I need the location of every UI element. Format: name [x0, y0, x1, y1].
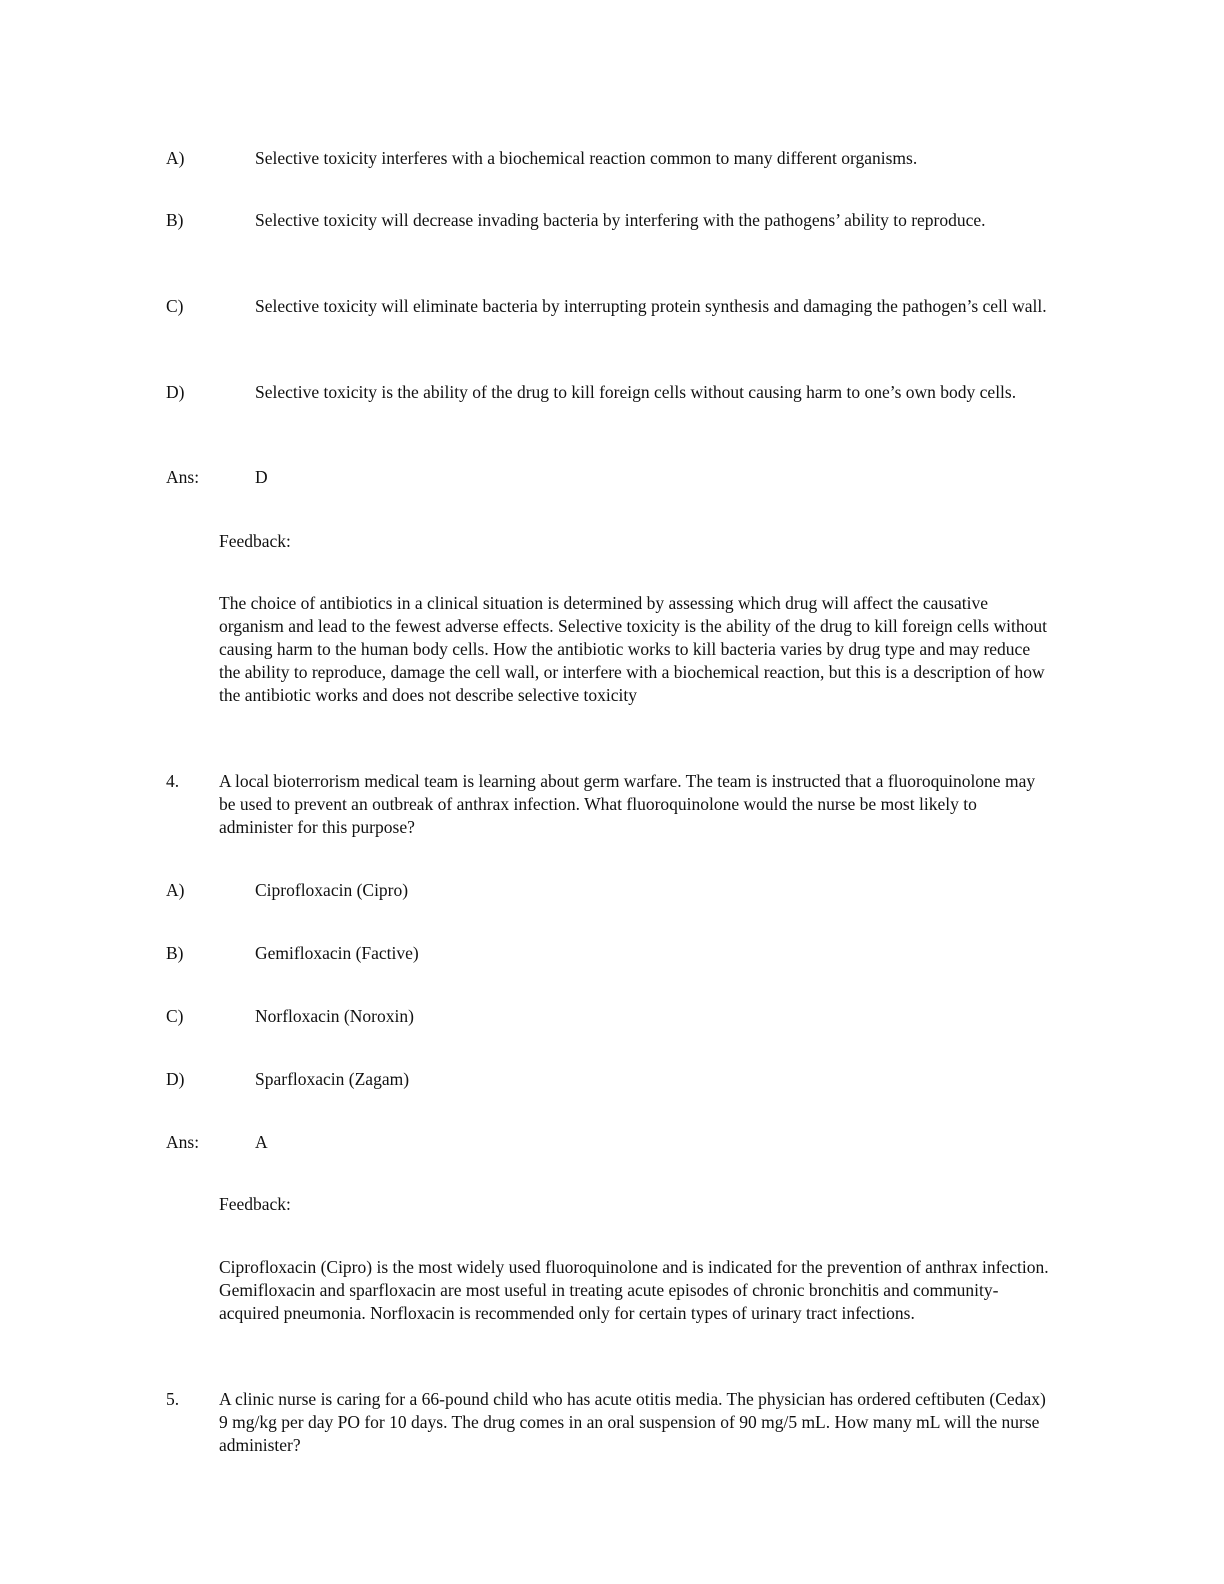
q4-option-d-text: Sparfloxacin (Zagam) [255, 1069, 410, 1089]
q4-option-b-label: B) [166, 943, 184, 963]
q4-question-text: A local bioterrorism medical team is learning about germ warfare. The team is instructed that a fluoroquinolone may be used to prevent an outbreak of anthrax infection. What fluoroquinolone would the nurse be most likely to administer for this purpose? [219, 771, 1036, 837]
q4-answer-label: Ans: [166, 1132, 200, 1152]
q4-answer-value: A [255, 1132, 268, 1152]
q3-option-a-text: Selective toxicity interferes with a biochemical reaction common to many different organisms. [255, 148, 918, 168]
q3-option-b-label: B) [166, 210, 184, 230]
q3-option-c-text: Selective toxicity will eliminate bacteria by interrupting protein synthesis and damaging the pathogen’s cell wall. [255, 296, 1047, 316]
q3-option-d-text: Selective toxicity is the ability of the drug to kill foreign cells without causing harm to one’s own body cells. [255, 382, 1017, 402]
q3-option-a-label: A) [166, 148, 185, 168]
q4-option-a-label: A) [166, 880, 185, 900]
q3-option-b-text: Selective toxicity will decrease invading bacteria by interfering with the pathogens’ ability to reproduce. [255, 210, 986, 230]
q3-feedback-label: Feedback: [219, 531, 291, 551]
q4-option-b-text: Gemifloxacin (Factive) [255, 943, 419, 963]
q4-feedback-text: Ciprofloxacin (Cipro) is the most widely used fluoroquinolone and is indicated for the prevention of anthrax infection. Gemifloxacin and sparfloxacin are most useful in treating acute episodes of chronic bronchitis and community-acquired pneumonia. Norfloxacin is recommended only for certain types of urinary tract infections. [219, 1257, 1049, 1323]
q3-feedback-text: The choice of antibiotics in a clinical situation is determined by assessing which drug will affect the causative organism and lead to the fewest adverse effects. Selective toxicity is the ability of the drug to kill foreign cells without causing harm to the human body cells. How the antibiotic works to kill bacteria varies by drug type and may reduce the ability to reproduce, damage the cell wall, or interfere with a biochemical reaction, but this is a description of how the antibiotic works and does not describe selective toxicity [219, 593, 1047, 705]
q3-option-c-label: C) [166, 296, 184, 316]
q4-feedback-label: Feedback: [219, 1194, 291, 1214]
q4-option-d-label: D) [166, 1069, 185, 1089]
q4-option-c-text: Norfloxacin (Noroxin) [255, 1006, 414, 1026]
q5-number: 5. [166, 1389, 180, 1409]
q4-option-c-label: C) [166, 1006, 184, 1026]
q3-answer-label: Ans: [166, 467, 200, 487]
q5-question-text: A clinic nurse is caring for a 66-pound child who has acute otitis media. The physician has ordered ceftibuten (Cedax) 9 mg/kg per day PO for 10 days. The drug comes in an oral suspension of 90 mg/5 mL. How many mL will the nurse administer? [219, 1389, 1046, 1455]
q3-option-d-label: D) [166, 382, 185, 402]
q4-option-a-text: Ciprofloxacin (Cipro) [255, 880, 409, 900]
q3-answer-value: D [255, 467, 268, 487]
q4-number: 4. [166, 771, 180, 791]
